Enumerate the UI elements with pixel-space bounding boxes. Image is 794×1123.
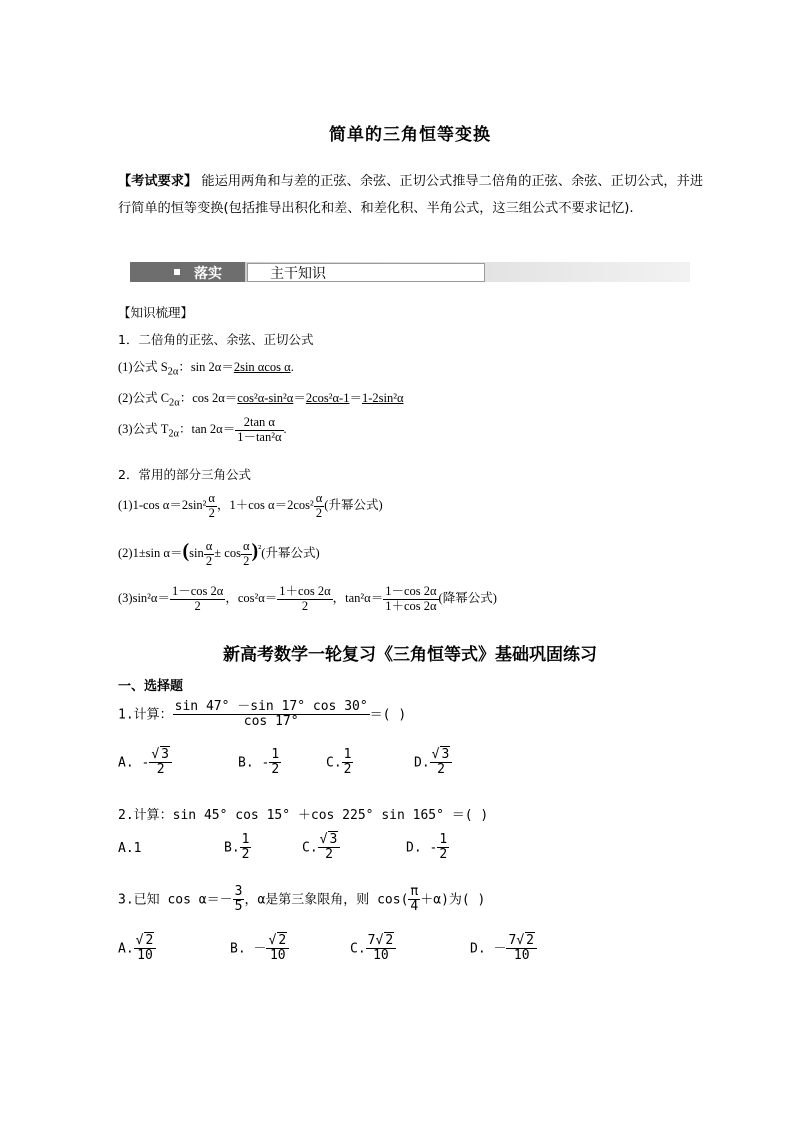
formula-s2a: (1)公式 $S_{2\alpha}$：sin 2α＝2sin αcos α. xyxy=(118,360,294,378)
formula-raise-power-2: (2)1±sin α＝(sin $\frac{\alpha}{2}$ ± cos $\frac{\alpha}{2}$ )$^{^2}$(升幂公式) xyxy=(118,539,320,568)
fraction: $\frac{\alpha}{2}$ xyxy=(208,491,215,520)
section-multiple-choice: 一、选择题 xyxy=(118,679,184,694)
formula-label: (1)公式 S xyxy=(118,360,168,374)
banner-label-left: 落实 xyxy=(194,266,222,282)
square-bullet-icon xyxy=(174,269,180,275)
fraction: $\frac{1-\cos 2\alpha}{1+\cos 2\alpha}$ xyxy=(385,584,437,613)
formula-mid: ：tan 2α＝ xyxy=(179,422,236,437)
formula-sub: 2α xyxy=(169,397,180,409)
formula-c2a xyxy=(118,388,404,409)
question-2-option-b: B. $\frac{1}{2}$ xyxy=(224,832,250,863)
equals-sign: ＝ xyxy=(293,391,306,405)
question-3-option-c: C. $\frac{7√ 2}{10}$ xyxy=(350,934,396,964)
exam-requirement xyxy=(118,168,703,222)
section-common-formulas: 2．常用的部分三角公式 xyxy=(118,467,251,482)
equals-sign: ＝ xyxy=(349,391,362,405)
formula-answer-3: 1-2sin²α xyxy=(361,391,404,405)
formula-label: (3)公式 T xyxy=(118,422,169,437)
question-3-option-b: B. － $\frac{√ 2}{10}$ xyxy=(230,934,289,964)
formula-sub: 2α xyxy=(168,428,179,440)
fraction: $\frac{3}{5}$ xyxy=(234,884,243,915)
question-2-option-c: C. $\frac{√ 3}{2}$ xyxy=(302,833,340,863)
question-3-option-a: A. $\frac{√ 2}{10}$ xyxy=(118,934,156,964)
page-title: 简单的三角恒等变换 xyxy=(329,125,491,145)
formula-mid: ：sin 2α＝ xyxy=(178,360,234,374)
formula-answer-1: cos²α-sin²α xyxy=(237,391,294,405)
banner-label-right: 主干知识 xyxy=(270,266,326,282)
question-1-option-b: B. - $\frac{1}{2}$ xyxy=(238,747,280,778)
fraction: $\frac{\sin 47^\circ -\sin 17^\circ \cos 30^\circ}{\cos 17^\circ}$ xyxy=(174,699,368,730)
question-3: 3.已知 cos α＝－ $\frac{3}{5}$ ，α是第三象限角，则 cos( $\frac{\pi}{4}$ ＋α)为( ) xyxy=(118,884,486,915)
fraction: $\frac{\pi}{4}$ xyxy=(410,884,419,915)
fraction: $\frac{\alpha}{2}$ xyxy=(315,491,323,520)
fraction: $\frac{1-\cos 2\alpha}{2}$ xyxy=(171,584,224,613)
fraction: $\frac{1+\cos 2\alpha}{2}$ xyxy=(279,584,331,613)
formula-mid: ：cos 2α＝ xyxy=(179,391,238,405)
question-2: 2.计算：sin 45° cos 15° ＋cos 225° sin 165° ＝( ) xyxy=(118,808,489,823)
requirement-tag: 【考试要求】 xyxy=(118,174,198,189)
section-double-angle: 1．二倍角的正弦、余弦、正切公式 xyxy=(118,332,314,347)
knowledge-header: 【知识梳理】 xyxy=(118,305,194,320)
section-banner xyxy=(130,262,690,282)
requirement-text: 能运用两角和与差的正弦、余弦、正切公式推导二倍角的正弦、余弦、正切公式，并进行简单的恒等变换(包括推导出积化和差、和差化积、半角公式，这三组公式不要求记忆). xyxy=(118,174,704,216)
practice-title: 新高考数学一轮复习《三角恒等式》基础巩固练习 xyxy=(223,645,597,665)
formula-sub: 2α xyxy=(167,366,179,378)
question-3-option-d: D. － $\frac{7√ 2}{10}$ xyxy=(470,934,537,964)
formula-raise-power-1: (1)1-cos α＝2sin² $\frac{\alpha}{2}$ ，1＋cos α＝2cos² $\frac{\alpha}{2}$ (升幂公式) xyxy=(118,491,383,520)
formula-label: (2)公式 C xyxy=(118,391,170,405)
fraction: $\frac{\alpha}{2}$ xyxy=(205,539,213,568)
question-2-option-a: A.1 xyxy=(118,841,142,856)
question-2-option-d: D. - $\frac{1}{2}$ xyxy=(406,832,448,863)
fraction: $\frac{\alpha}{2}$ xyxy=(242,539,250,568)
question-1-option-a: A. - $\frac{√ 3}{2}$ xyxy=(118,748,172,778)
banner-dark-block xyxy=(130,262,245,282)
formula-t2a: (3)公式 $T_{2\alpha}$：tan 2α＝ $\frac{\text{2tan α}}{\text{1－tan²α}}$ . xyxy=(118,415,287,444)
question-1-option-d: D. $\frac{√ 3}{2}$ xyxy=(414,748,452,778)
question-1: 1.计算： $\frac{\sin 47^\circ -\sin 17^\circ \cos 30^\circ}{\cos 17^\circ}$ ＝( ) xyxy=(118,699,407,730)
formula-lower-power: (3)sin²α＝ $\frac{1-\cos 2\alpha}{2}$ ，cos²α＝ $\frac{1+\cos 2\alpha}{2}$ ，tan²α＝ $\frac{1-\cos 2\alpha}{1+\cos 2\alpha}$ (降幂公式) xyxy=(118,584,497,613)
fraction: $\frac{\text{2tan α}}{\text{1－tan²α}}$ xyxy=(237,415,282,444)
question-1-option-c: C. $\frac{1}{2}$ xyxy=(326,747,352,778)
formula-answer: 2sin αcos α xyxy=(233,360,291,374)
formula-answer-2: 2cos²α-1 xyxy=(305,391,350,405)
